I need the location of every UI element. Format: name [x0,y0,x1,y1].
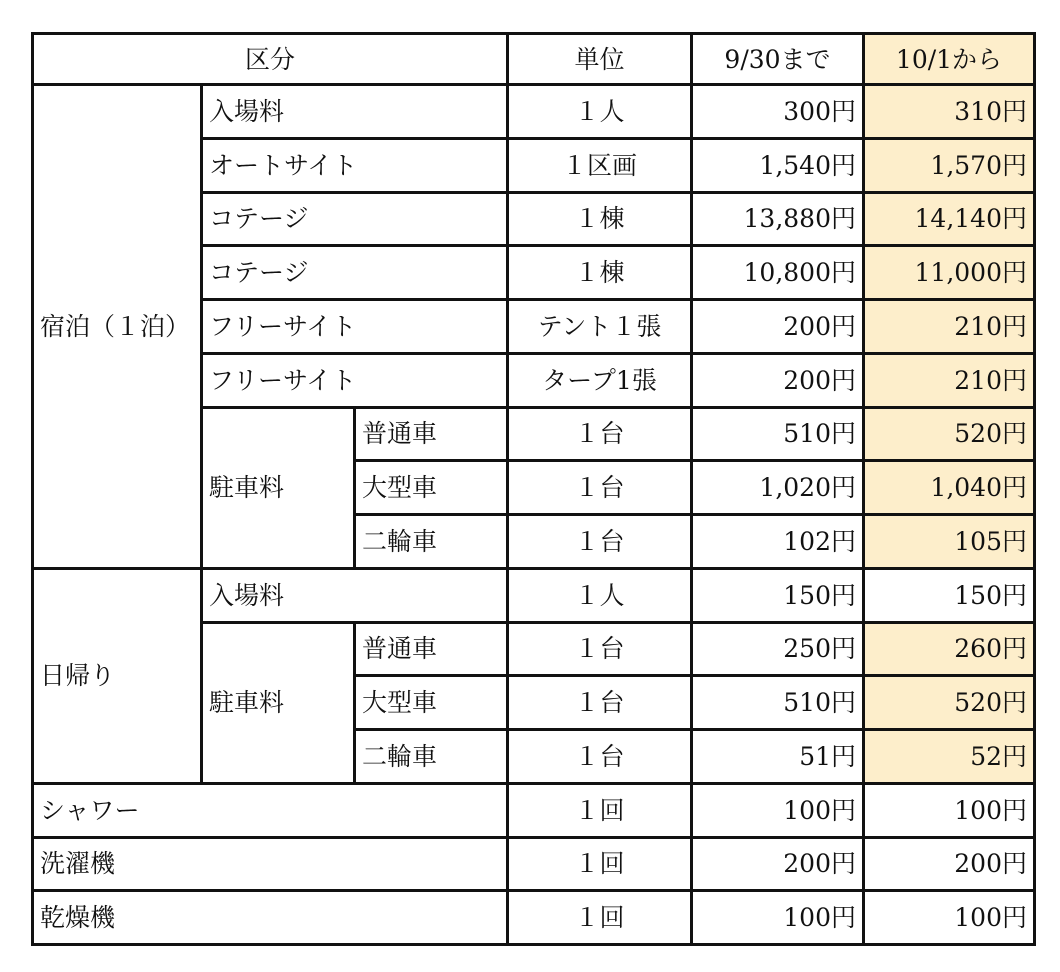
after-price: 52円 [864,730,1035,784]
item-name: 入場料 [202,85,508,139]
unit-cell: １回 [508,837,692,891]
unit-cell: １棟 [508,246,692,300]
group-stay: 宿泊（１泊） [33,85,202,569]
after-price: 1,570円 [864,138,1035,192]
group-daytrip: 日帰り [33,568,202,783]
unit-cell: １棟 [508,192,692,246]
before-price: 200円 [692,353,864,407]
item-name: コテージ [202,192,508,246]
item-name: 乾燥機 [33,891,508,945]
item-name: 大型車 [355,461,508,515]
table-row [33,85,1035,139]
before-price: 100円 [692,783,864,837]
after-price: 150円 [864,568,1035,622]
item-name: フリーサイト [202,300,508,354]
unit-cell: テント１張 [508,300,692,354]
after-price: 520円 [864,407,1035,461]
unit-cell: １人 [508,568,692,622]
before-price: 10,800円 [692,246,864,300]
item-name: オートサイト [202,138,508,192]
before-price: 510円 [692,676,864,730]
item-name: 二輪車 [355,730,508,784]
item-name: コテージ [202,246,508,300]
group-parking: 駐車料 [202,407,355,568]
unit-cell: １台 [508,461,692,515]
group-parking: 駐車料 [202,622,355,783]
after-price: 210円 [864,353,1035,407]
unit-cell: １台 [508,676,692,730]
after-price: 1,040円 [864,461,1035,515]
before-price: 250円 [692,622,864,676]
before-price: 510円 [692,407,864,461]
unit-cell: １台 [508,515,692,569]
before-price: 200円 [692,837,864,891]
unit-cell: １台 [508,407,692,461]
table-row [33,837,1035,891]
unit-cell: １回 [508,783,692,837]
header-after: 10/1から [864,34,1035,85]
before-price: 102円 [692,515,864,569]
item-name: シャワー [33,783,508,837]
after-price: 310円 [864,85,1035,139]
before-price: 200円 [692,300,864,354]
item-name: 二輪車 [355,515,508,569]
table-row [33,783,1035,837]
after-price: 210円 [864,300,1035,354]
unit-cell: １人 [508,85,692,139]
header-unit: 単位 [508,34,692,85]
fee-table [31,32,1036,946]
item-name: フリーサイト [202,353,508,407]
after-price: 200円 [864,837,1035,891]
header-row [33,34,1035,85]
after-price: 520円 [864,676,1035,730]
table-row [33,568,1035,622]
after-price: 14,140円 [864,192,1035,246]
item-name: 大型車 [355,676,508,730]
before-price: 1,540円 [692,138,864,192]
item-name: 普通車 [355,622,508,676]
before-price: 100円 [692,891,864,945]
before-price: 150円 [692,568,864,622]
after-price: 105円 [864,515,1035,569]
before-price: 51円 [692,730,864,784]
after-price: 11,000円 [864,246,1035,300]
table-row [33,891,1035,945]
unit-cell: タープ1張 [508,353,692,407]
item-name: 普通車 [355,407,508,461]
unit-cell: １台 [508,622,692,676]
item-name: 洗濯機 [33,837,508,891]
header-category: 区分 [33,34,508,85]
item-name: 入場料 [202,568,508,622]
before-price: 1,020円 [692,461,864,515]
after-price: 100円 [864,891,1035,945]
header-before: 9/30まで [692,34,864,85]
after-price: 260円 [864,622,1035,676]
unit-cell: １台 [508,730,692,784]
unit-cell: １回 [508,891,692,945]
after-price: 100円 [864,783,1035,837]
before-price: 300円 [692,85,864,139]
before-price: 13,880円 [692,192,864,246]
unit-cell: １区画 [508,138,692,192]
